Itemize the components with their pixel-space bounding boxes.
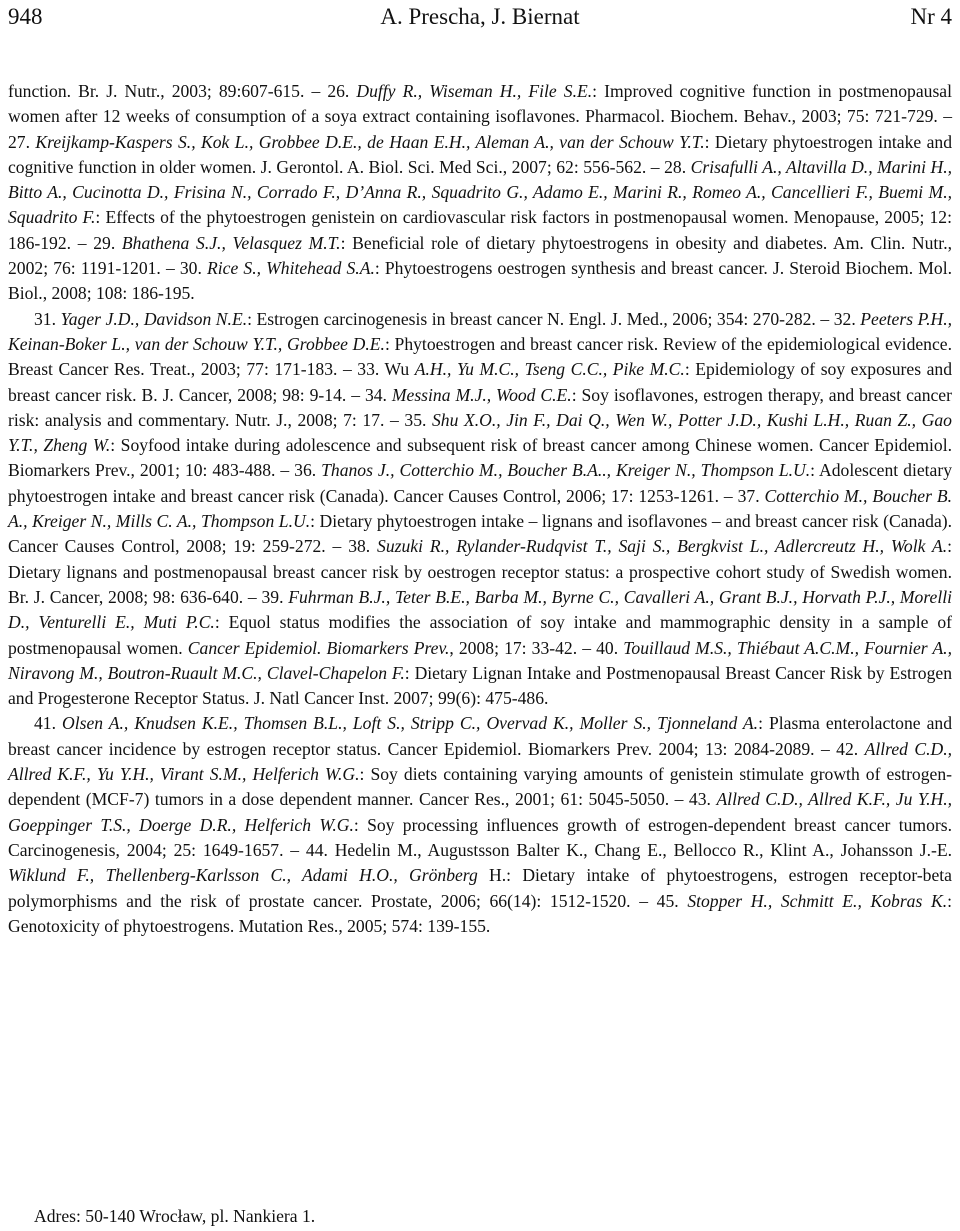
citation-text: , 2008; 17: 33-42. – 40. [449, 637, 624, 658]
citation-authors: Wiklund F., Thellenberg-Karlsson C., Adami H.O., Grönberg [8, 865, 478, 886]
citation-authors: Messina M.J., Wood C.E. [391, 384, 572, 405]
running-authors: A. Prescha, J. Biernat [380, 4, 580, 29]
citation-authors: Peeters P.H., Keinan-Boker L., van der Schouw Y.T., Grobbee D.E. [8, 308, 952, 354]
citation-authors: Stopper H., Schmitt E., Kobras K. [687, 890, 948, 911]
citation-authors: Shu X.O., Jin F., Dai Q., Wen W., Potter J.D., Kushi L.H., Ruan Z., Gao Y.T., Zheng W. [8, 409, 952, 456]
citation-authors: Rice S., Whitehead S.A. [207, 258, 375, 279]
author-address: Adres: 50-140 Wrocław, pl. Nankiera 1. [34, 1206, 316, 1226]
citation-text: : Equol status modifies the association of soy intake and mammographic density in a sample of postmenopausal women. [8, 612, 952, 658]
citation-authors: Crisafulli A., Altavilla D., Marini H., Bitto A., Cucinotta D., Frisina N., Corrado F., D’Anna R., Squadrito G., Adamo E., Marini R., Romeo A., Cancellieri F., Buemi M., Squadrito F. [8, 156, 952, 228]
citation-authors: Suzuki R., Rylander-Rudqvist T., Saji S., Bergkvist L., Adlercreutz H., Wolk A. [377, 536, 948, 557]
citation-text: : Dietary phytoestrogen intake and cognitive function in older women. J. Gerontol. A. Biol. Sci. Med Sci., 2007; 62: 556-562. – 28. [8, 131, 953, 177]
running-header [8, 0, 952, 34]
citation-text: 41. [34, 713, 63, 734]
citation-text: : Epidemiology of soy exposures and breast cancer risk. B. J. Cancer, 2008; 98: 9-14. – 34. [8, 359, 952, 405]
citation-text: : Soy processing influences growth of estrogen-dependent breast cancer tumors. Carcinogenesis, 2004; 25: 1649-1657. – 44. Hedelin M., Augustsson Balter K., Chang E., Bellocco R., Klint A., Johansson J.-E. [8, 814, 952, 860]
citation-authors: Allred C.D., Allred K.F., Ju Y.H., Goeppinger T.S., Doerge D.R., Helferich W.G. [8, 789, 952, 835]
citation-authors: Bhathena S.J., Velasquez M.T. [121, 232, 341, 253]
reference-paragraph [8, 307, 952, 712]
citation-text: : Dietary lignans and postmenopausal breast cancer risk by oestrogen receptor status: a prospective cohort study of Swedish women. Br. J. Cancer, 2008; 98: 636-640. – 39. [8, 536, 952, 607]
citation-text: : Plasma enterolactone and breast cancer incidence by estrogen receptor status. Cancer Epidemiol. Biomarkers Prev. 2004; 13: 2084-2089. – 42. [8, 713, 953, 759]
citation-text: function. Br. J. Nutr., 2003; 89:607-615. – 26. [8, 81, 357, 101]
citation-text: H.: Dietary intake of phytoestrogens, estrogen receptor-beta polymorphisms and the risk of prostate cancer. Prostate, 2006; 66(14): 1512-1520. – 45. [8, 865, 952, 911]
citation-text: : Beneficial role of dietary phytoestrogens in obesity and diabetes. Am. Clin. Nutr., 2002; 76: 1191-1201. – 30. [8, 232, 952, 279]
citation-text: : Soyfood intake during adolescence and subsequent risk of breast cancer among Chinese women. Cancer Epidemiol. Biomarkers Prev., 2001; 10: 483-488. – 36. [8, 435, 952, 481]
citation-text: : Dietary Lignan Intake and Postmenopausal Breast Cancer Risk by Estrogen and Progesterone Receptor Status. J. Natl Cancer Inst. 2007; 99(6): 475-486. [8, 662, 952, 709]
citation-text: : Phytoestrogens oestrogen synthesis and breast cancer. J. Steroid Biochem. Mol. Biol., 2008; 108: 186-195. [8, 258, 952, 304]
citation-text: : Genotoxicity of phytoestrogens. Mutation Res., 2005; 574: 139-155. [8, 890, 952, 936]
citation-text: : Phytoestrogen and breast cancer risk. Review of the epidemiological evidence. Breast Cancer Res. Treat., 2003; 77: 171-183. – 33. Wu [8, 333, 952, 380]
citation-authors: Thanos J., Cotterchio M., Boucher B.A.., Kreiger N., Thompson L.U. [321, 460, 811, 481]
citation-authors: Cancer Epidemiol. Biomarkers Prev. [187, 637, 450, 658]
citation-authors: Yager J.D., Davidson N.E. [60, 308, 248, 329]
citation-text: : Dietary phytoestrogen intake – lignans and isoflavones – and breast cancer risk (Canada). Cancer Causes Control, 2008; 19: 259-272. – 38. [8, 511, 953, 557]
reference-paragraph [8, 711, 952, 939]
citation-text: 31. [34, 308, 61, 329]
citation-authors: Allred C.D., Allred K.F., Yu Y.H., Virant S.M., Helferich W.G. [8, 738, 953, 785]
citation-text: : Effects of the phytoestrogen genistein on cardiovascular risk factors in postmenopausal women. Menopause, 2005; 12: 186-192. – 29. [8, 207, 952, 253]
citation-text: : Estrogen carcinogenesis in breast cancer N. Engl. J. Med., 2006; 354: 270-282. – 32. [247, 308, 861, 329]
citation-text: : Soy diets containing varying amounts of genistein stimulate growth of estrogen-dependent (MCF-7) tumors in a dose dependent manner. Cancer Res., 2001; 61: 5045-5050. – 43. [8, 764, 952, 810]
citation-text: : Soy isoflavones, estrogen therapy, and breast cancer risk: analysis and commentary. Nutr. J., 2008; 7: 17. – 35. [8, 384, 952, 430]
citation-authors: Kreijkamp-Kaspers S., Kok L., Grobbee D.E., de Haan E.H., Aleman A., van der Schouw Y.T. [35, 131, 705, 152]
page-number: 948 [8, 4, 43, 29]
citation-text: : Improved cognitive function in postmenopausal women after 12 weeks of consumption of a soya extract containing isoflavones. Pharmacol. Biochem. Behav., 2003; 75: 721-729. – 27. [8, 81, 952, 152]
citation-authors: Touillaud M.S., Thiébaut A.C.M., Fournier A., Niravong M., Boutron-Ruault M.C., Clavel-Chapelon F. [8, 637, 952, 683]
citation-authors: Duffy R., Wiseman H., File S.E. [356, 81, 593, 101]
citation-authors: Cotterchio M., Boucher B. A., Kreiger N., Mills C. A., Thompson L.U. [8, 485, 952, 532]
issue-number: Nr 4 [910, 4, 952, 29]
citation-text: : Adolescent dietary phytoestrogen intake and breast cancer risk (Canada). Cancer Causes Control, 2006; 17: 1253-1261. – 37. [8, 460, 952, 506]
citation-authors: Olsen A., Knudsen K.E., Thomsen B.L., Loft S., Stripp C., Overvad K., Moller S., Tjonneland A. [62, 713, 759, 734]
citation-authors: A.H., Yu M.C., Tseng C.C., Pike M.C. [414, 359, 685, 380]
citation-authors: Fuhrman B.J., Teter B.E., Barba M., Byrne C., Cavalleri A., Grant B.J., Horvath P.J., Morelli D., Venturelli E., Muti P.C. [8, 586, 952, 633]
references-body [8, 79, 952, 939]
reference-paragraph [8, 79, 952, 307]
